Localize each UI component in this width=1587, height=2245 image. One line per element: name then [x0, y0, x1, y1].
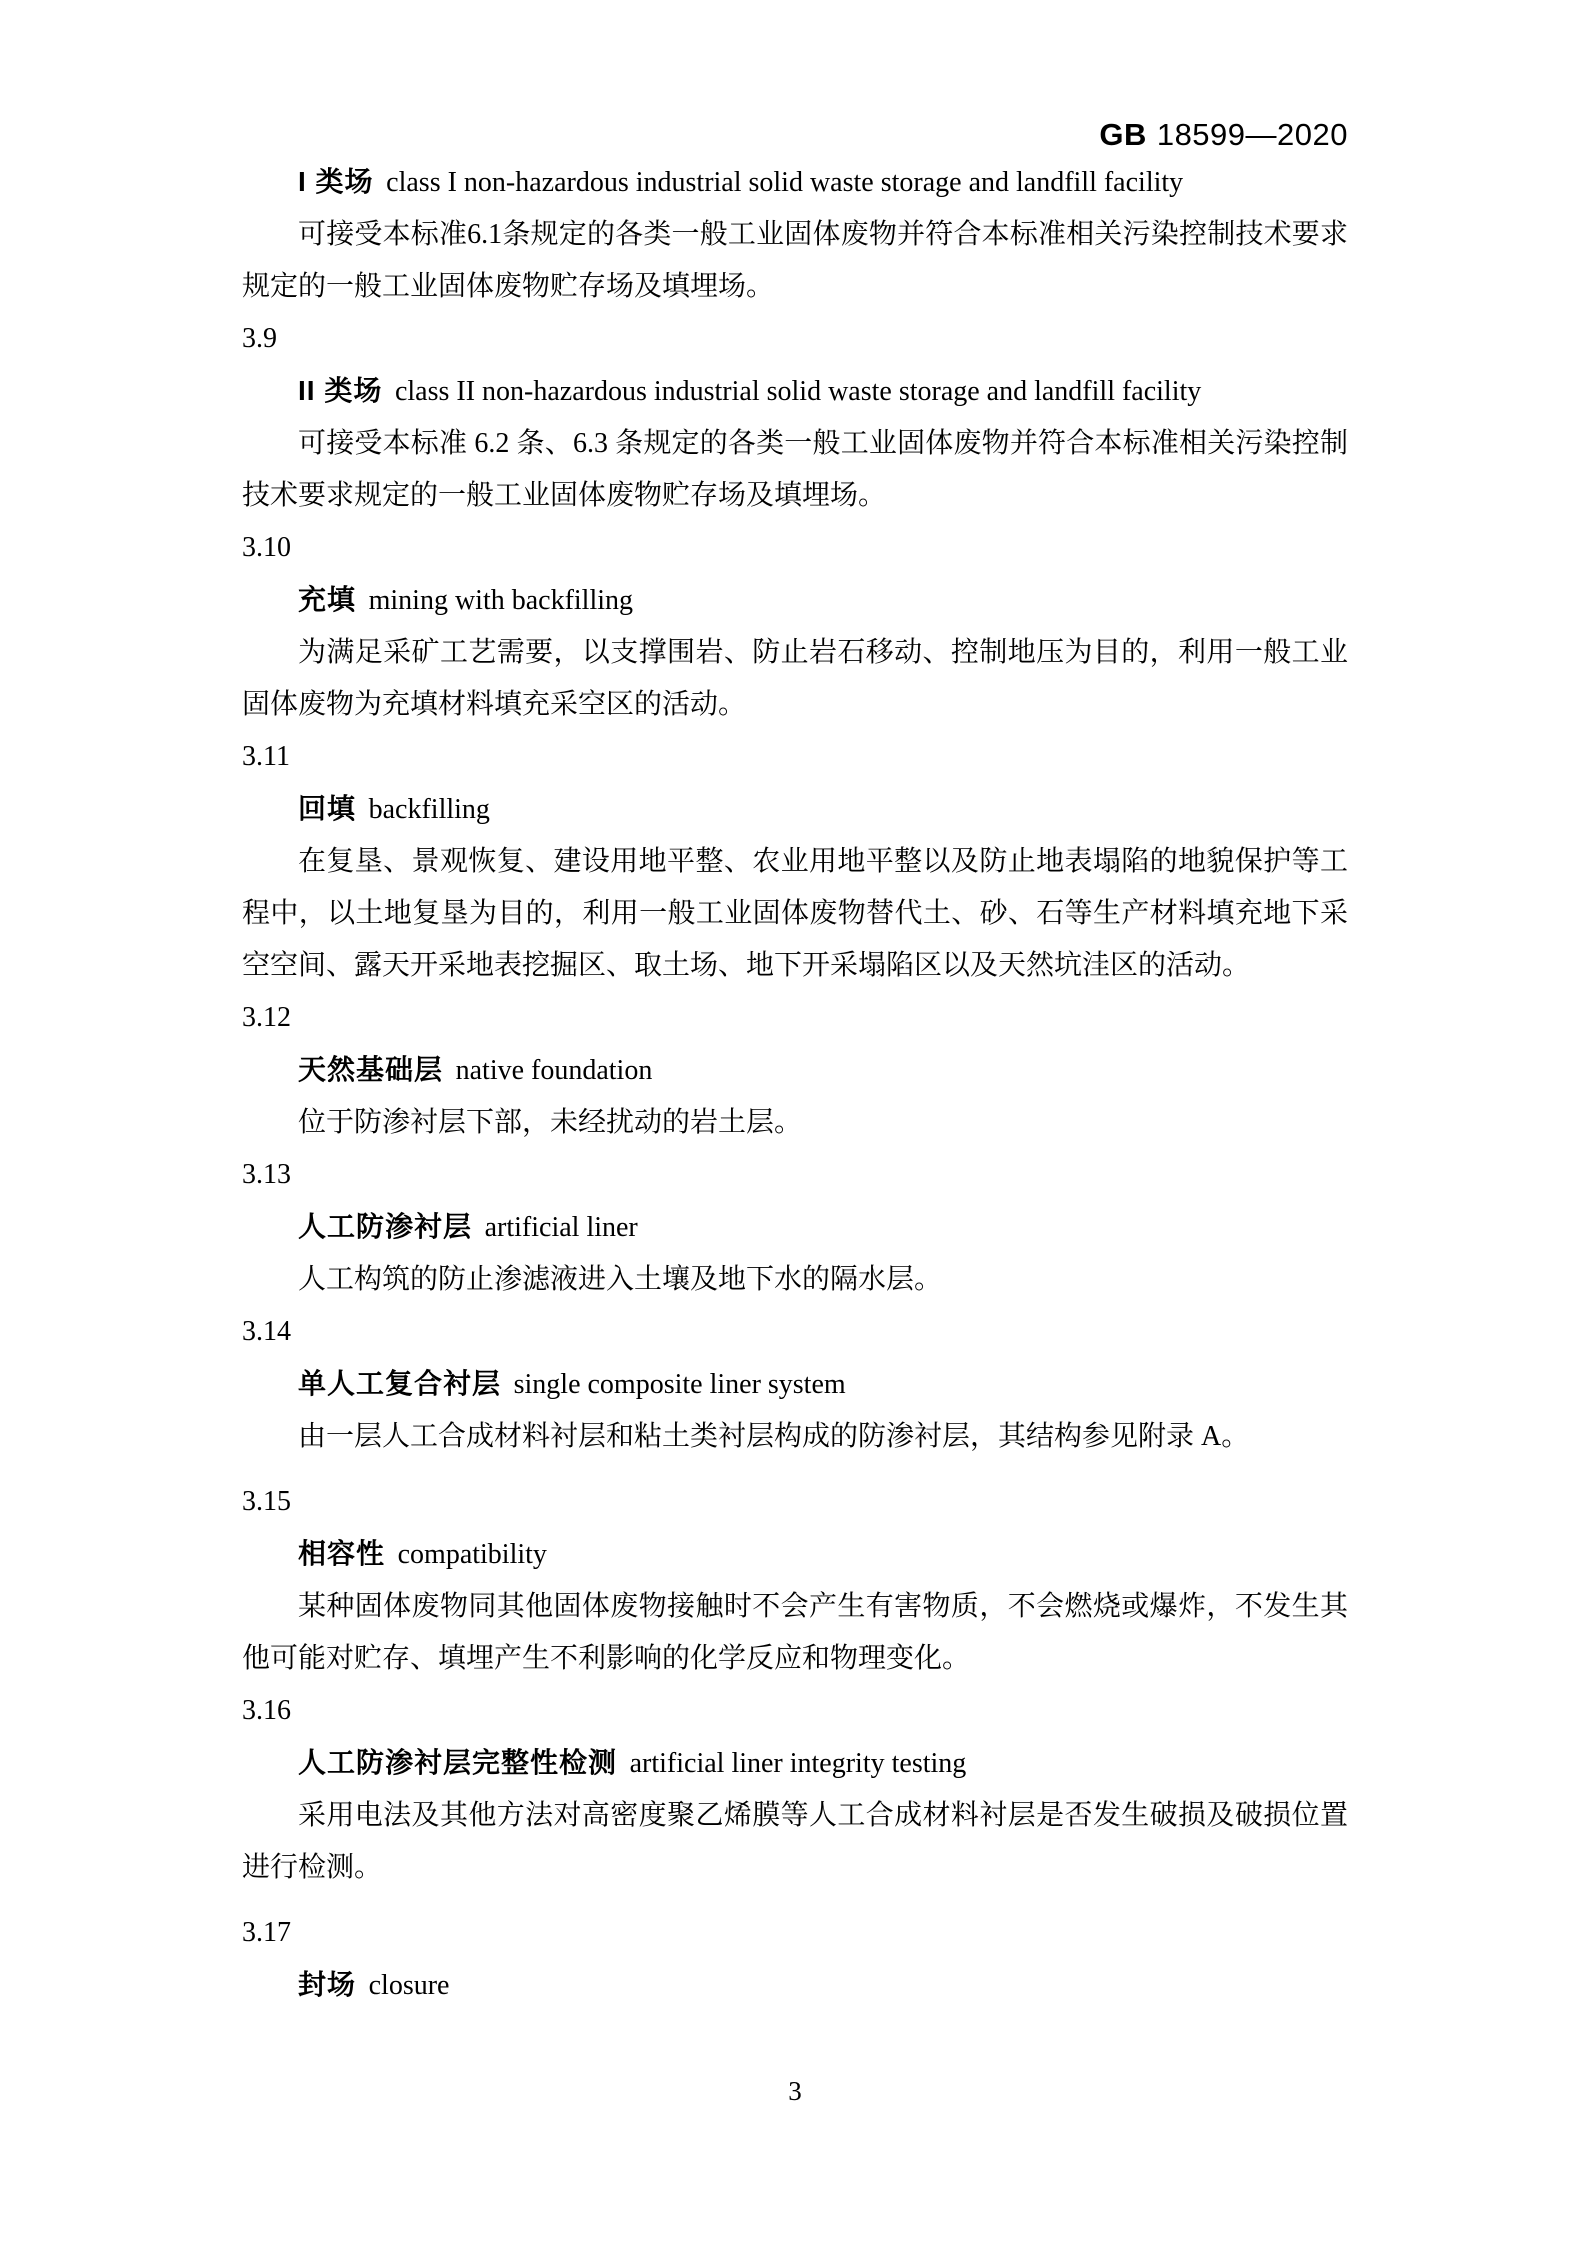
- page-number: 3: [788, 2076, 802, 2106]
- term-line: [242, 156, 1348, 209]
- definition-paragraph: 人工构筑的防止渗滤液进入土壤及地下水的隔水层。: [298, 1264, 943, 1295]
- definition-paragraph: 可接受本标准 6.2 条、6.3 条规定的各类一般工业固体废物并符合本标准相关污染控制技术要求规定的一般工业固体废物贮存场及填埋场。: [242, 428, 1348, 511]
- term-cn: 单人工复合衬层: [298, 1368, 502, 1399]
- term-cn: 充填: [298, 584, 357, 615]
- term-en: class I non-hazardous industrial solid waste storage and landfill facility: [386, 167, 1184, 198]
- definition-paragraph: 在复垦、景观恢复、建设用地平整、农业用地平整以及防止地表塌陷的地貌保护等工程中，以土地复垦为目的，利用一般工业固体废物替代土、砂、石等生产材料填充地下采空空间、露天开采地表挖掘区、取土场、地下开采塌陷区以及天然坑洼区的活动。: [242, 846, 1348, 981]
- definition-section: [242, 1476, 1348, 1685]
- definition-paragraph: 某种固体废物同其他固体废物接触时不会产生有害物质，不会燃烧或爆炸，不发生其他可能对贮存、填埋产生不利影响的化学反应和物理变化。: [242, 1591, 1348, 1674]
- definition-section: [242, 1306, 1348, 1463]
- section-number: 3.15: [242, 1486, 291, 1517]
- definition-section: [242, 156, 1348, 313]
- definition-paragraph: 由一层人工合成材料衬层和粘土类衬层构成的防渗衬层，其结构参见附录 A。: [298, 1421, 1250, 1452]
- term-en: backfilling: [368, 794, 490, 825]
- term-en: single composite liner system: [513, 1369, 846, 1400]
- term-line: [242, 1528, 1348, 1581]
- term-line: [242, 783, 1348, 836]
- term-line: [242, 365, 1348, 418]
- definitions-content: [242, 156, 1348, 2012]
- term-line: [242, 1358, 1348, 1411]
- section-number: 3.16: [242, 1695, 291, 1726]
- term-line: [242, 1959, 1348, 2012]
- term-cn: I 类场: [298, 166, 374, 197]
- term-line: [242, 1737, 1348, 1790]
- term-cn: 人工防渗衬层: [298, 1211, 473, 1242]
- section-number: 3.13: [242, 1159, 291, 1190]
- term-en: class II non-hazardous industrial solid waste storage and landfill facility: [394, 376, 1202, 407]
- standard-code-prefix: GB: [1099, 117, 1147, 152]
- section-number: 3.17: [242, 1917, 291, 1948]
- term-en: closure: [368, 1970, 450, 2001]
- term-line: [242, 574, 1348, 627]
- definition-section: [242, 1685, 1348, 1894]
- term-cn: II 类场: [298, 375, 383, 406]
- term-cn: 人工防渗衬层完整性检测: [298, 1747, 618, 1778]
- term-en: compatibility: [397, 1539, 547, 1570]
- section-number: 3.10: [242, 532, 291, 563]
- term-en: mining with backfilling: [368, 585, 634, 616]
- definition-section: [242, 522, 1348, 731]
- section-number: 3.11: [242, 741, 290, 772]
- term-en: artificial liner: [484, 1212, 638, 1243]
- definition-section: [242, 731, 1348, 992]
- term-cn: 相容性: [298, 1538, 386, 1569]
- term-en: native foundation: [455, 1055, 653, 1086]
- definition-paragraph: 可接受本标准6.1条规定的各类一般工业固体废物并符合本标准相关污染控制技术要求规定的一般工业固体废物贮存场及填埋场。: [242, 219, 1348, 302]
- section-number: 3.14: [242, 1316, 291, 1347]
- standard-code-number: 18599—2020: [1156, 117, 1348, 152]
- definition-section: [242, 1907, 1348, 2012]
- term-en: artificial liner integrity testing: [629, 1748, 967, 1779]
- section-number: 3.12: [242, 1002, 291, 1033]
- definition-paragraph: 为满足采矿工艺需要，以支撑围岩、防止岩石移动、控制地压为目的，利用一般工业固体废物为充填材料填充采空区的活动。: [242, 637, 1348, 720]
- term-line: [242, 1201, 1348, 1254]
- section-number: 3.9: [242, 323, 277, 354]
- page-header: [1099, 116, 1348, 154]
- page-footer: [242, 2074, 1348, 2108]
- term-cn: 封场: [298, 1969, 357, 2000]
- definition-paragraph: 采用电法及其他方法对高密度聚乙烯膜等人工合成材料衬层是否发生破损及破损位置进行检测。: [242, 1800, 1348, 1883]
- term-line: [242, 1044, 1348, 1097]
- definition-section: [242, 1149, 1348, 1306]
- definition-section: [242, 992, 1348, 1149]
- definition-section: [242, 313, 1348, 522]
- definition-paragraph: 位于防渗衬层下部，未经扰动的岩土层。: [298, 1107, 803, 1138]
- term-cn: 天然基础层: [298, 1054, 444, 1085]
- term-cn: 回填: [298, 793, 357, 824]
